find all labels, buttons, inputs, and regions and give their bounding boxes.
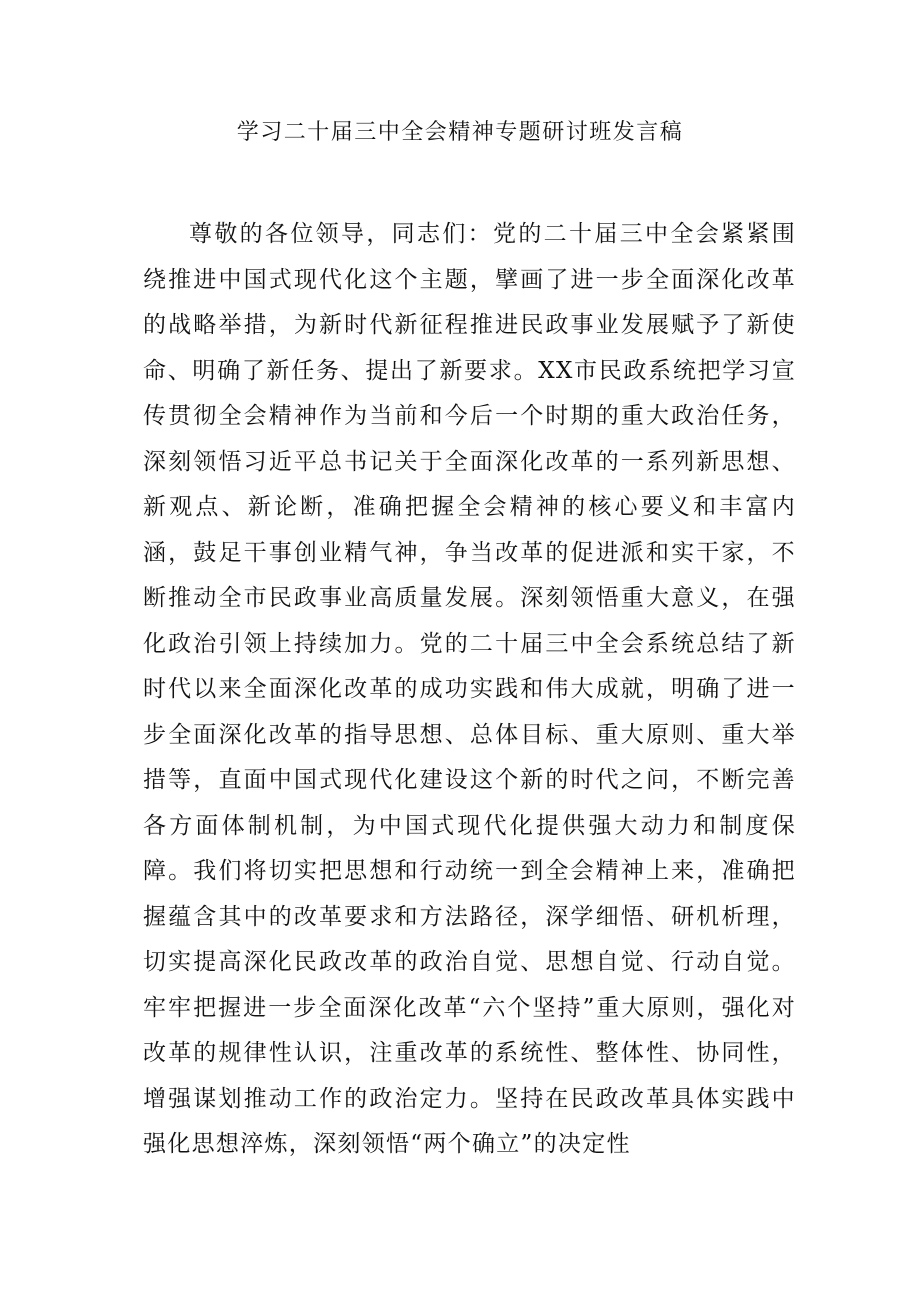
document-body-paragraph: 尊敬的各位领导，同志们：党的二十届三中全会紧紧围绕推进中国式现代化这个主题，擘画了进一步全面深化改革的战略举措，为新时代新征程推进民政事业发展赋予了新使命、明确了新任务、提出了新要求。XX市民政系统把学习宣传贯彻全会精神作为当前和今后一个时期的重大政治任务，深刻领悟习近平总书记关于全面深化改革的一系列新思想、新观点、新论断，准确把握全会精神的核心要义和丰富内涵，鼓足干事创业精气神，争当改革的促进派和实干家，不断推动全市民政事业高质量发展。深刻领悟重大意义，在强化政治引领上持续加力。党的二十届三中全会系统总结了新时代以来全面深化改革的成功实践和伟大成就，明确了进一步全面深化改革的指导思想、总体目标、重大原则、重大举措等，直面中国式现代化建设这个新的时代之问，不断完善各方面体制机制，为中国式现代化提供强大动力和制度保障。我们将切实把思想和行动统一到全会精神上来，准确把握蕴含其中的改革要求和方法路径，深学细悟、研机析理，切实提高深化民政改革的政治自觉、思想自觉、行动自觉。牢牢把握进一步全面深化改革“六个坚持”重大原则，强化对改革的规律性认识，注重改革的系统性、整体性、协同性，增强谋划推动工作的政治定力。坚持在民政改革具体实践中强化思想淬炼，深刻领悟“两个确立”的决定性 [143, 221, 796, 1157]
document-title: 学习二十届三中全会精神专题研讨班发言稿 [236, 120, 684, 145]
